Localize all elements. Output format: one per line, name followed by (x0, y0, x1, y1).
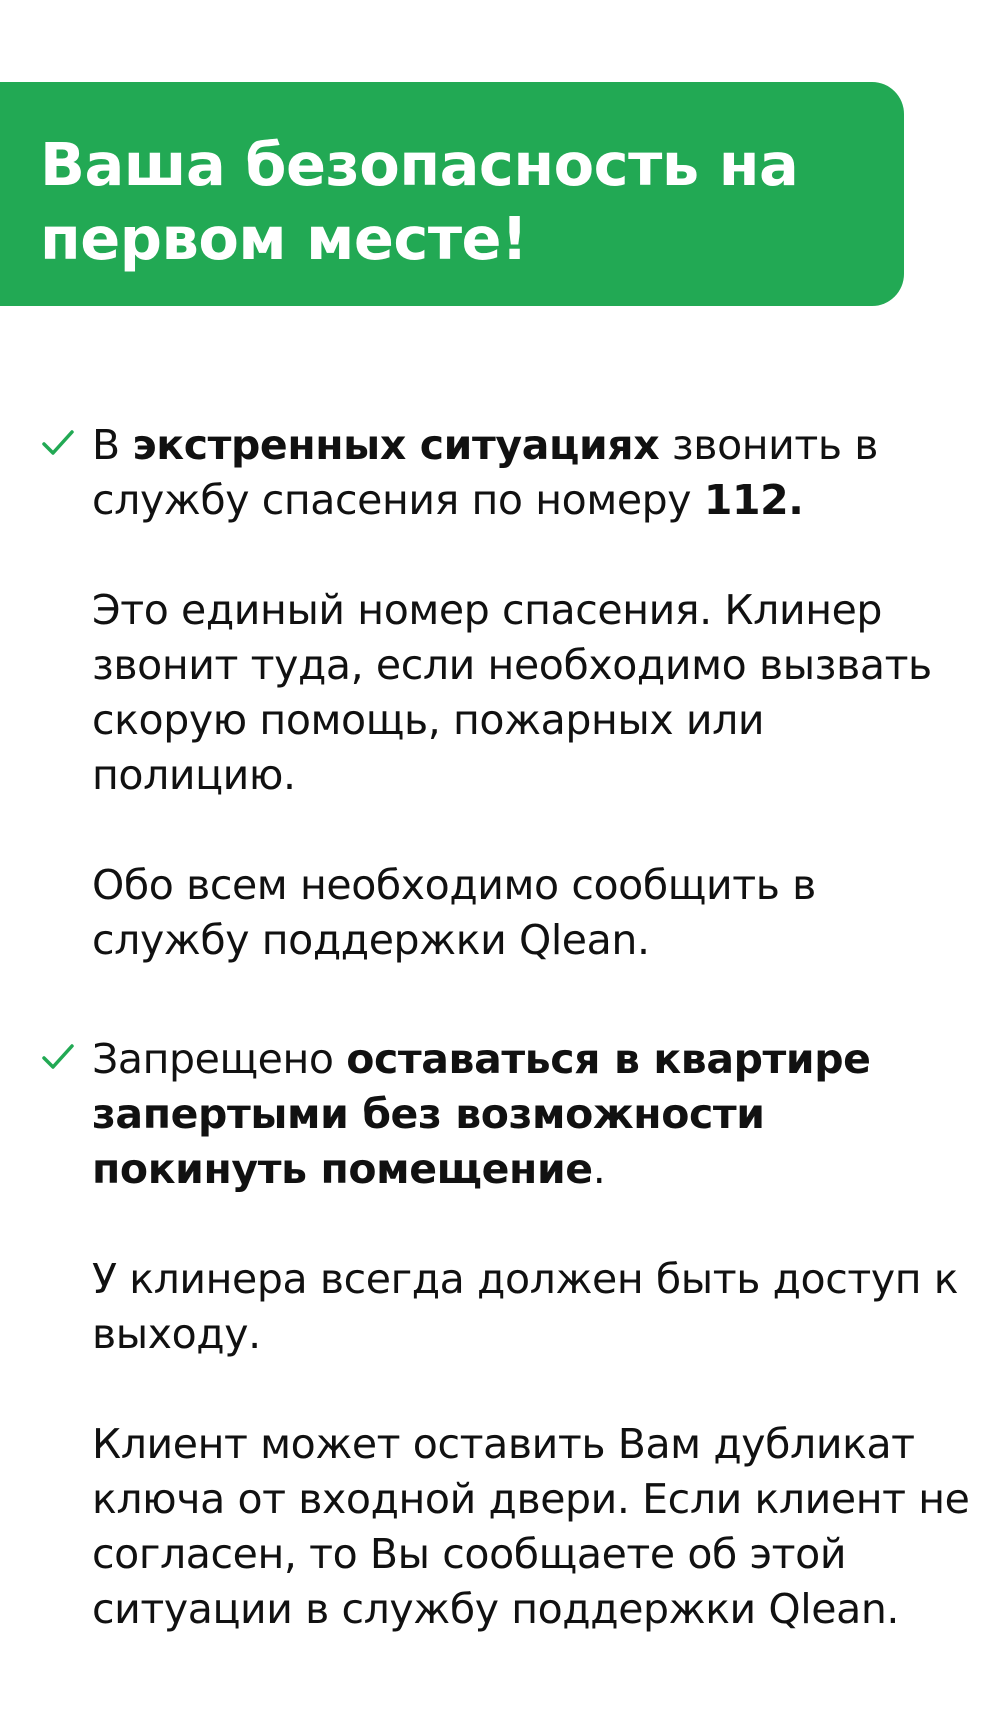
check-icon (40, 1040, 76, 1076)
item-paragraph: Клиент может оставить Вам дубликат ключа от входной двери. Если клиент не согласен, то Вы сообщаете об этой ситуации в службу поддержки Qlean. (92, 1420, 970, 1633)
header-banner (0, 82, 904, 306)
check-icon (40, 426, 76, 462)
item-paragraph: У клинера всегда должен быть доступ к выходу. (92, 1255, 959, 1358)
item-paragraph: Это единый номер спасения. Клинер звонит туда, если необходимо вызвать скорую помощь, пожарных или полицию. (92, 586, 932, 799)
item-lead-text: В экстренных ситуациях звонить в службу спасения по номеру 112. (92, 421, 879, 524)
emergency-number: 112. (703, 476, 804, 524)
page-title: Ваша безопасность на первом месте! (40, 130, 799, 273)
item-paragraph: Обо всем необходимо сообщить в службу поддержки Qlean. (92, 861, 816, 964)
emphasis-text: экстренных ситуациях (132, 421, 660, 469)
item-lead-text: Запрещено оставаться в квартире запертыми без возможности покинуть помещение. (92, 1035, 871, 1193)
emphasis-text: оставаться в квартире запертыми без возможности покинуть помещение (92, 1035, 871, 1193)
